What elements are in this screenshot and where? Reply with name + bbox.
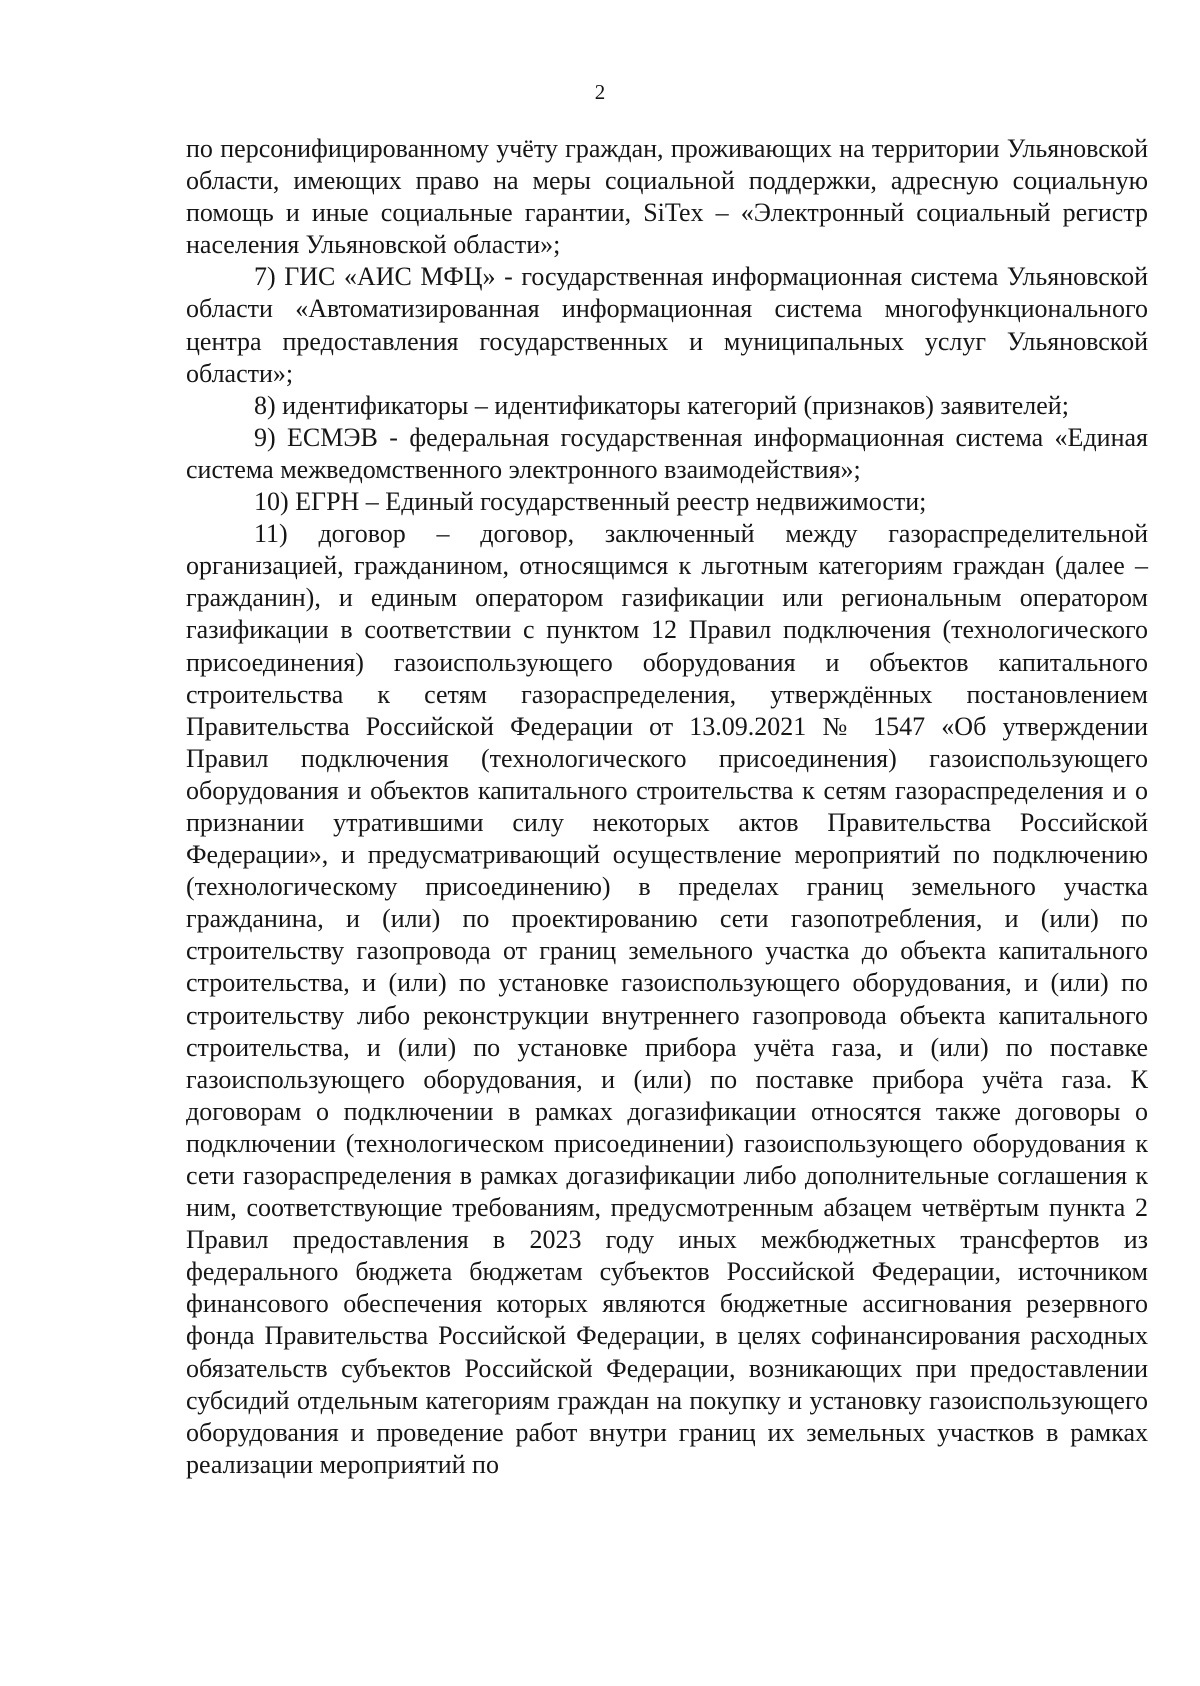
page-number: 2 <box>594 80 606 104</box>
paragraph-item-11: 11) договор – договор, заключенный между газораспределительной организацией, гражданином, относящимся к льготным категориям граждан (далее – гражданин), и единым оператором газификации или региональным оператором газификации в соответствии с пунктом 12 Правил подключения (технологического присоединения) газоиспользующего оборудования и объектов капитального строительства к сетям газораспределения, утверждённых постановлением Правительства Российской Федерации от 13.09.2021 № 1547 «Об утверждении Правил подключения (технологического присоединения) газоиспользующего оборудования и объектов капитального строительства к сетям газораспределения и о признании утратившими силу некоторых актов Правительства Российской Федерации», и предусматривающий осуществление мероприятий по подключению (технологическому присоединению) в пределах границ земельного участка гражданина, и (или) по проектированию сети газопотребления, и (или) по строительству газопровода от границ земельного участка до объекта капитального строительства, и (или) по установке газоиспользующего оборудования, и (или) по строительству либо реконструкции внутреннего газопровода объекта капитального строительства, и (или) по установке прибора учёта газа, и (или) по поставке газоиспользующего оборудования, и (или) по поставке прибора учёта газа. К договорам о подключении в рамках догазификации относятся также договоры о подключении (технологическом присоединении) газоиспользующего оборудования к сети газораспределения в рамках догазификации либо дополнительные соглашения к ним, соответствующие требованиям, предусмотренным абзацем четвёртым пункта 2 Правил предоставления в 2023 году иных межбюджетных трансфертов из федерального бюджета бюджетам субъектов Российской Федерации, источником финансового обеспечения которых являются бюджетные ассигнования резервного фонда Правительства Российской Федерации, в целях софинансирования расходных обязательств субъектов Российской Федерации, возникающих при предоставлении субсидий отдельным категориям граждан на покупку и установку газоиспользующего оборудования и проведение работ внутри границ их земельных участков в рамках реализации мероприятий по <box>186 519 1148 1479</box>
paragraph-item-10: 10) ЕГРН – Единый государственный реестр недвижимости; <box>254 487 927 517</box>
paragraph-item-9: 9) ЕСМЭВ - федеральная государственная информационная система «Единая система межведомственного электронного взаимодействия»; <box>186 422 1148 484</box>
paragraph-item-8: 8) идентификаторы – идентификаторы категорий (признаков) заявителей; <box>254 390 1069 420</box>
paragraph-continuation: по персонифицированному учёту граждан, проживающих на территории Ульяновской области, имеющих право на меры социальной поддержки, адресную социальную помощь и иные социальные гарантии, SiTex – «Электронный социальный регистр населения Ульяновской области»; <box>186 134 1148 260</box>
paragraph-item-7: 7) ГИС «АИС МФЦ» - государственная информационная система Ульяновской области «Автоматизированная информационная система многофункционального центра предоставления государственных и муниципальных услуг Ульяновской области»; <box>186 262 1148 388</box>
document-body <box>186 133 1148 1481</box>
